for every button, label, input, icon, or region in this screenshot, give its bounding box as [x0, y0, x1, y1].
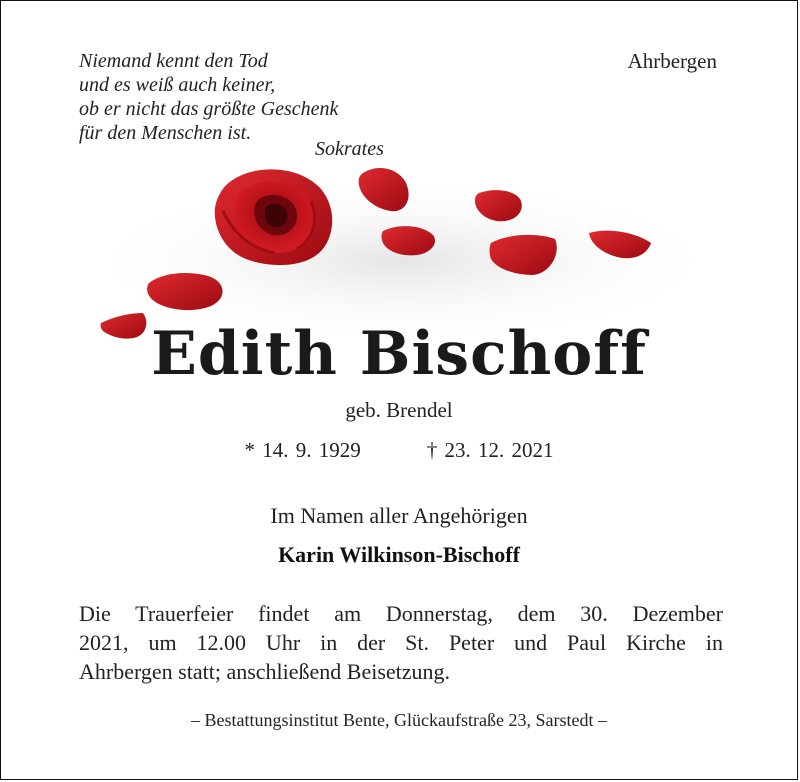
funeral-line: 2021, um 12.00 Uhr in der St. Peter und Paul Kirche in — [79, 630, 723, 655]
funeral-line: Ahrbergen statt; anschließend Beisetzung. — [79, 659, 451, 684]
funeral-line: Die Trauerfeier findet am Donnerstag, dem 30. Dezember — [79, 601, 723, 626]
quote-line: ob er nicht das größte Geschenk — [79, 98, 339, 120]
quote-line: Niemand kennt den Tod — [79, 50, 268, 72]
epigraph-quote — [79, 49, 338, 145]
maiden-name: geb. Brendel — [345, 398, 453, 422]
deceased-name: Edith Bischoff — [151, 319, 647, 389]
quote-author: Sokrates — [315, 138, 384, 160]
quote-line: und es weiß auch keiner, — [79, 74, 276, 96]
on-behalf-text: Im Namen aller Angehörigen — [270, 503, 528, 528]
place-name: Ahrbergen — [627, 49, 717, 73]
funeral-info — [79, 599, 723, 686]
undertaker-info: – Bestattungsinstitut Bente, Glückaufstraße 23, Sarstedt – — [191, 710, 607, 730]
quote-line: für den Menschen ist. — [79, 122, 252, 144]
life-dates — [1, 438, 797, 463]
birth-date: * 14. 9. 1929 — [244, 438, 361, 462]
death-date: † 23. 12. 2021 — [426, 438, 554, 462]
signer-name: Karin Wilkinson-Bischoff — [278, 542, 520, 567]
